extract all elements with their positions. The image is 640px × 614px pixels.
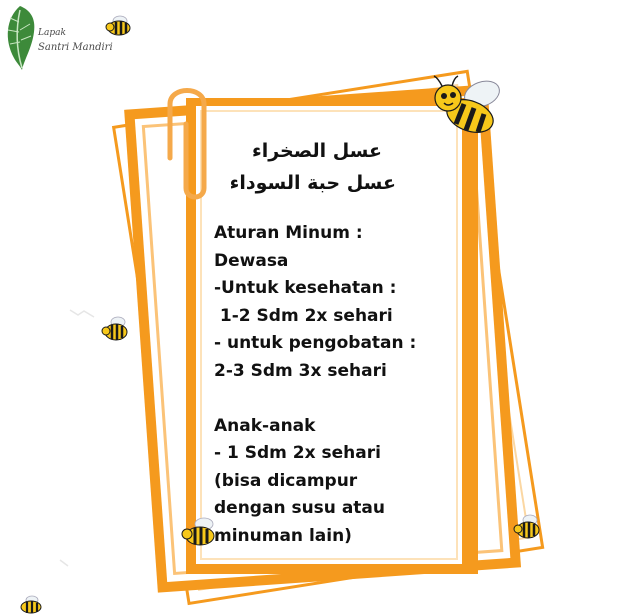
instructions-heading: Aturan Minum :: [214, 223, 363, 243]
child-line-3: dengan susu atau: [214, 498, 385, 518]
arabic-title-line1: عسل الصخراء: [252, 140, 382, 162]
child-line-1: - 1 Sdm 2x sehari: [214, 443, 381, 463]
child-heading: Anak-anak: [214, 415, 316, 436]
instructions-text: [214, 220, 464, 550]
child-line-4: minuman lain): [214, 525, 352, 546]
arabic-title-line2: عسل حبة السوداء: [229, 172, 396, 194]
adult-heading: Dewasa: [214, 250, 289, 271]
adult-line-1: -Untuk kesehatan :: [214, 278, 397, 298]
logo-line1: Lapak: [38, 28, 66, 38]
spacer: [214, 385, 464, 413]
adult-line-3: - untuk pengobatan :: [214, 333, 417, 353]
child-line-2: (bisa dicampur: [214, 470, 358, 491]
leaf-logo-icon: [2, 0, 42, 70]
logo-line2: Santri Mandiri: [38, 42, 113, 53]
bee-icon: [16, 594, 46, 614]
bee-icon: [100, 314, 132, 344]
bee-icon: [426, 72, 510, 142]
bee-icon: [104, 12, 138, 38]
adult-line-2: 1-2 Sdm 2x sehari: [214, 305, 393, 326]
adult-line-4: 2-3 Sdm 3x sehari: [214, 360, 387, 381]
bee-icon: [512, 512, 544, 542]
